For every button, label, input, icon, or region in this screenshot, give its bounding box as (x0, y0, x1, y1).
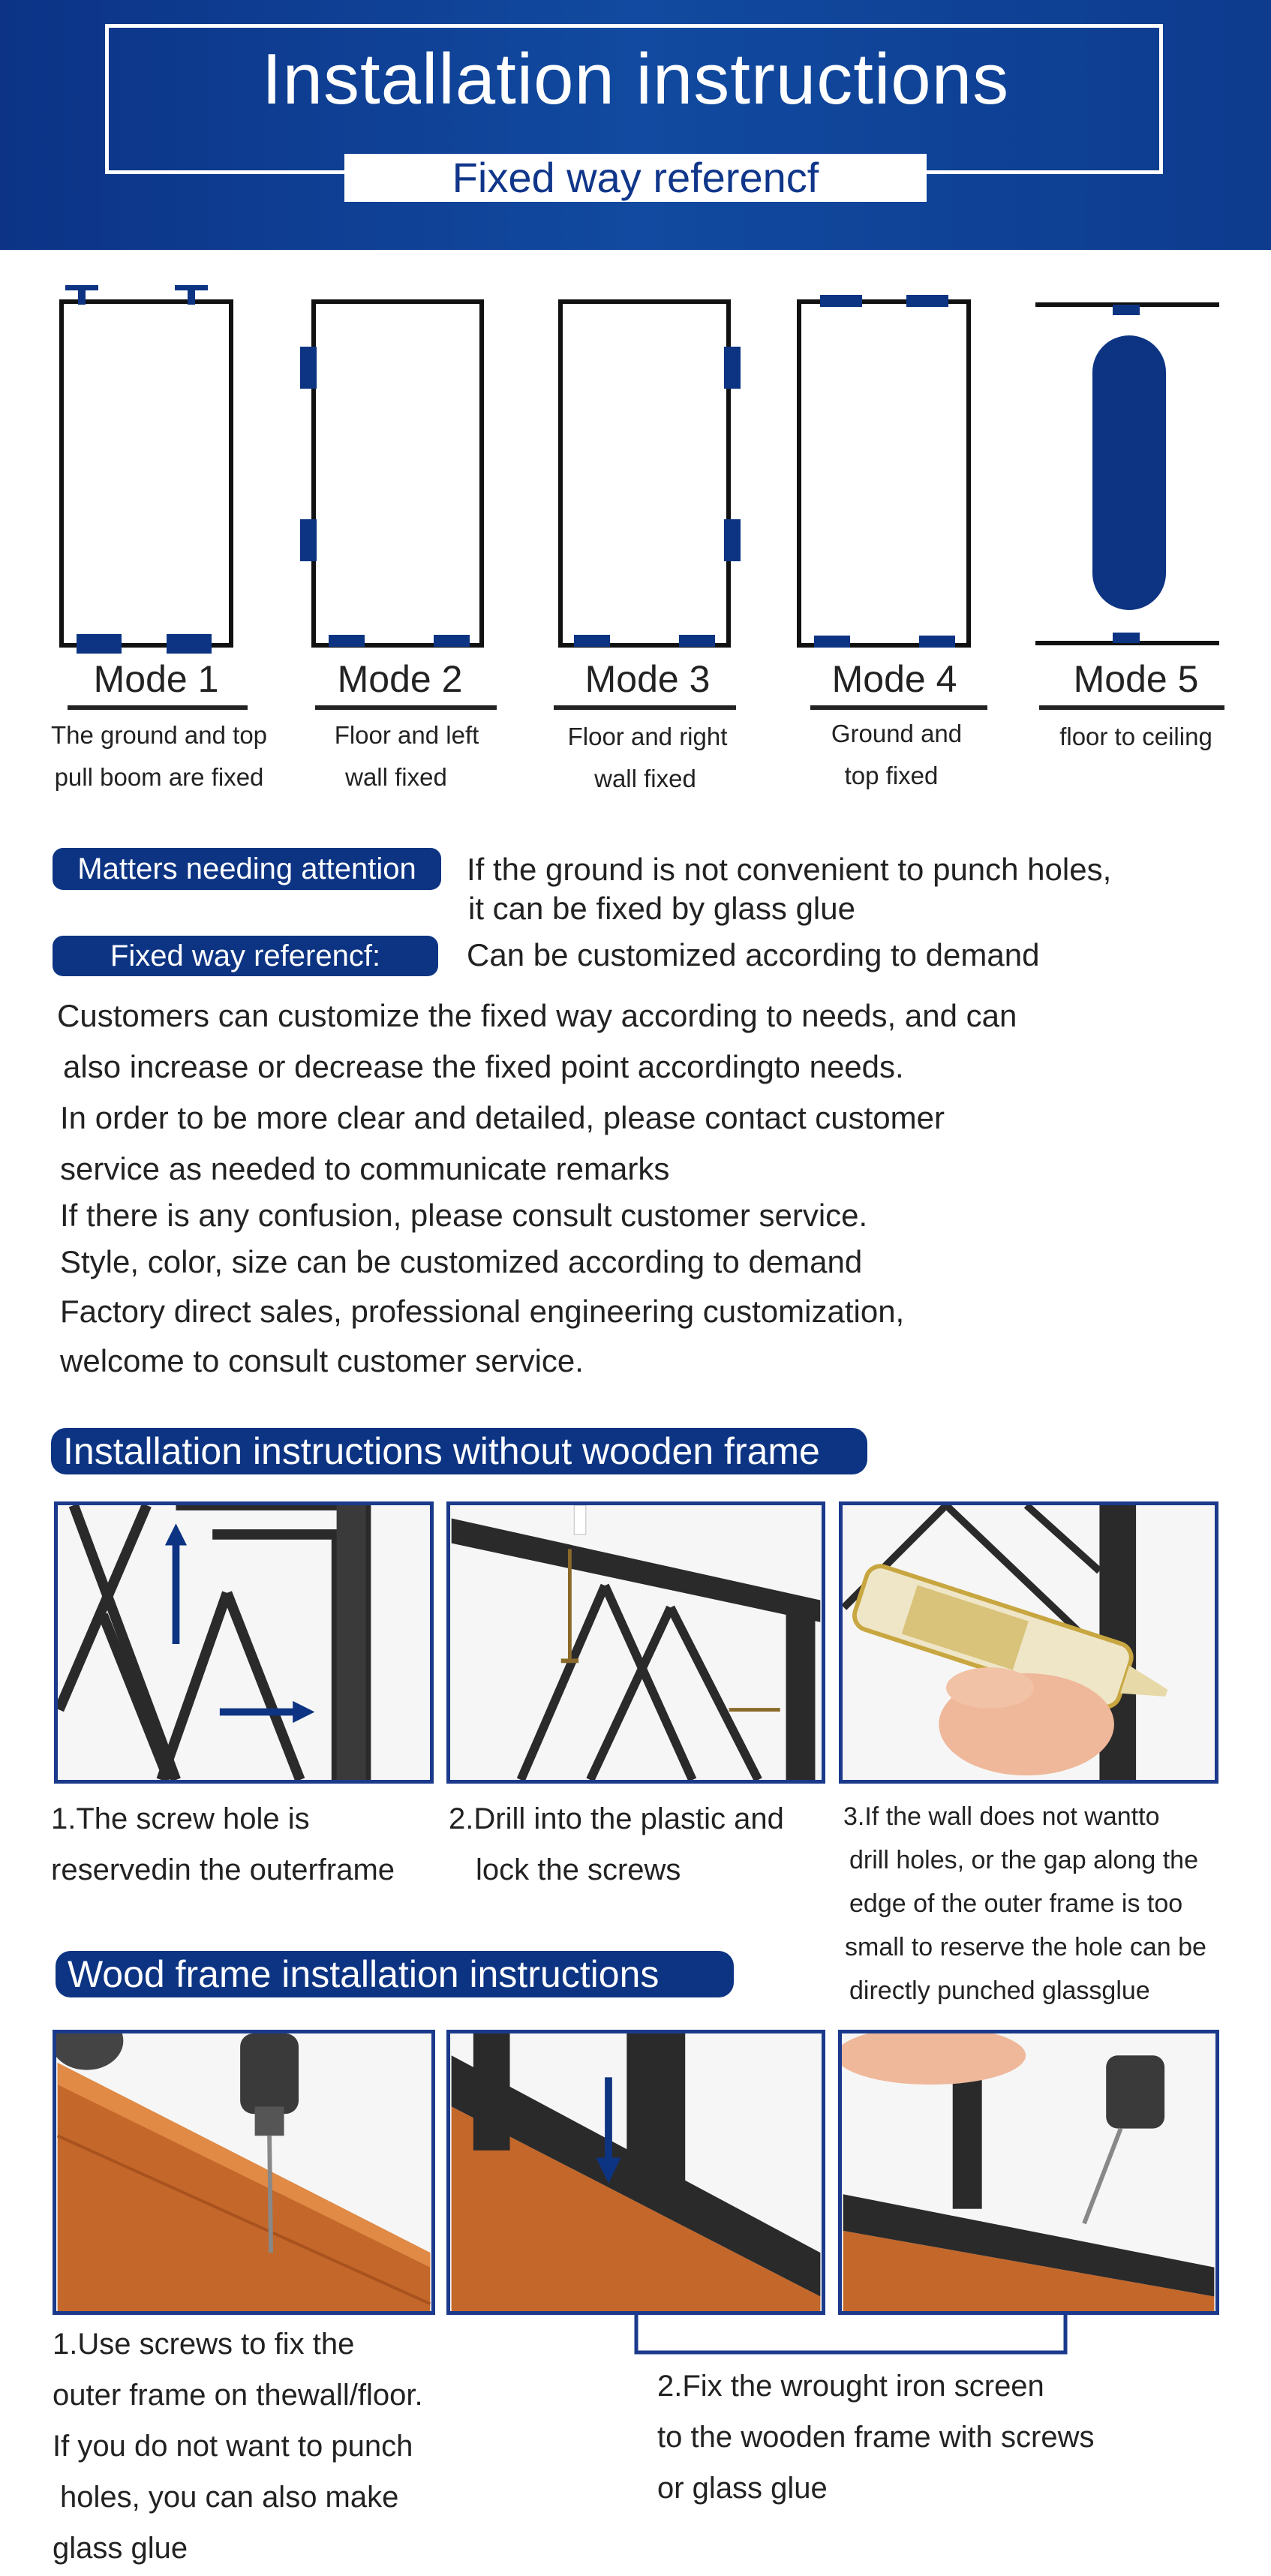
wood-section-title: Wood frame installation instructions (56, 1951, 734, 1997)
screw-frame-to-wood-illustration (842, 2033, 1215, 2311)
caption-bracket (634, 2315, 1069, 2360)
mode-5-desc-1: floor to ceiling (1059, 723, 1212, 750)
no-wood-caption-3-line-4: small to reserve the hole can be (845, 1933, 1206, 1961)
paragraph-line: Factory direct sales, professional engineering customization, (60, 1294, 905, 1329)
page-title: Installation instructions (261, 39, 1010, 119)
mode-5-label: Mode 5 (1073, 658, 1199, 700)
wood-caption-2-line-3: or glass glue (657, 2472, 828, 2505)
mode-5-underline (1039, 705, 1224, 710)
attention-text-2: it can be fixed by glass glue (468, 891, 855, 926)
wood-photo-2 (446, 2030, 825, 2315)
mode-1-diagram (53, 278, 248, 660)
mode-4-label: Mode 4 (831, 658, 957, 700)
wood-caption-1-line-3: If you do not want to punch (53, 2430, 413, 2463)
wood-caption-2-line-2: to the wooden frame with screws (657, 2421, 1095, 2454)
mode-1-desc-2: pull boom are fixed (54, 763, 264, 791)
wood-caption-1-line-5: glass glue (53, 2532, 188, 2565)
mode-1-label: Mode 1 (93, 658, 219, 700)
no-wood-photo-1 (54, 1501, 434, 1784)
mode-3-desc-1: Floor and right (567, 723, 728, 750)
mode-5-diagram (1035, 296, 1230, 653)
mode-3-diagram (551, 293, 747, 653)
no-wood-caption-3-line-1: 3.If the wall does not wantto (843, 1802, 1160, 1831)
wood-caption-1-line-2: outer frame on thewall/floor. (53, 2379, 423, 2412)
frame-screw-hole-illustration (58, 1505, 430, 1780)
mode-3-underline (554, 705, 736, 710)
paragraph-line: If there is any confusion, please consult customer service. (60, 1198, 868, 1233)
mode-4-desc-1: Ground and (831, 720, 963, 747)
drill-wood-beam-illustration (56, 2033, 431, 2311)
mode-2-desc-1: Floor and left (334, 721, 479, 749)
mode-3-label: Mode 3 (584, 658, 711, 700)
paragraph-line: In order to be more clear and detailed, please contact customer (60, 1100, 945, 1135)
no-wood-caption-3-line-5: directly punched glassglue (849, 1976, 1150, 2005)
mode-4-diagram (792, 289, 987, 653)
mode-4-underline (810, 705, 987, 710)
header-banner (0, 0, 1271, 250)
no-wood-caption-3-line-3: edge of the outer frame is too (849, 1889, 1183, 1918)
no-wood-caption-1-line-1: 1.The screw hole is (51, 1802, 310, 1835)
no-wood-caption-2-line-2: lock the screws (476, 1853, 681, 1886)
mode-2-label: Mode 2 (337, 658, 463, 700)
drill-screw-illustration (450, 1505, 822, 1780)
attention-badge: Matters needing attention (53, 848, 441, 890)
mode-1-desc-1: The ground and top (50, 721, 268, 749)
mode-2-underline (315, 705, 497, 710)
mode-2-diagram (300, 293, 495, 653)
fixed-way-text: Can be customized according to demand (467, 937, 1040, 972)
wood-caption-1-line-1: 1.Use screws to fix the (53, 2328, 355, 2361)
mode-4-desc-2: top fixed (844, 762, 939, 789)
fixed-way-badge: Fixed way referencf: (53, 936, 438, 976)
wood-photo-3 (838, 2030, 1219, 2315)
wood-caption-2-line-1: 2.Fix the wrought iron screen (657, 2370, 1044, 2403)
iron-screen-on-wood-illustration (450, 2033, 822, 2311)
attention-text-1: If the ground is not convenient to punch holes, (467, 852, 1112, 887)
paragraph-line: welcome to consult customer service. (60, 1343, 584, 1378)
wood-photo-1 (53, 2030, 435, 2315)
glass-glue-illustration (843, 1505, 1215, 1780)
paragraph-line: Customers can customize the fixed way according to needs, and can (57, 998, 1017, 1033)
mode-1-underline (68, 705, 248, 710)
no-wood-photo-3 (839, 1501, 1218, 1784)
page-subtitle: Fixed way referencf (344, 154, 927, 202)
paragraph-line: service as needed to communicate remarks (60, 1151, 670, 1186)
no-wood-caption-2-line-1: 2.Drill into the plastic and (449, 1802, 784, 1835)
no-wood-caption-3-line-2: drill holes, or the gap along the (849, 1846, 1198, 1874)
no-wood-caption-1-line-2: reservedin the outerframe (51, 1853, 395, 1886)
paragraph-line: Style, color, size can be customized according to demand (60, 1244, 863, 1279)
wood-caption-1-line-4: holes, you can also make (60, 2481, 399, 2514)
mode-3-desc-2: wall fixed (594, 765, 696, 792)
mode-2-desc-2: wall fixed (345, 763, 447, 791)
paragraph-line: also increase or decrease the fixed point accordingto needs. (63, 1049, 904, 1084)
no-wood-photo-2 (446, 1501, 825, 1784)
no-wood-section-title: Installation instructions without wooden frame (51, 1428, 867, 1474)
